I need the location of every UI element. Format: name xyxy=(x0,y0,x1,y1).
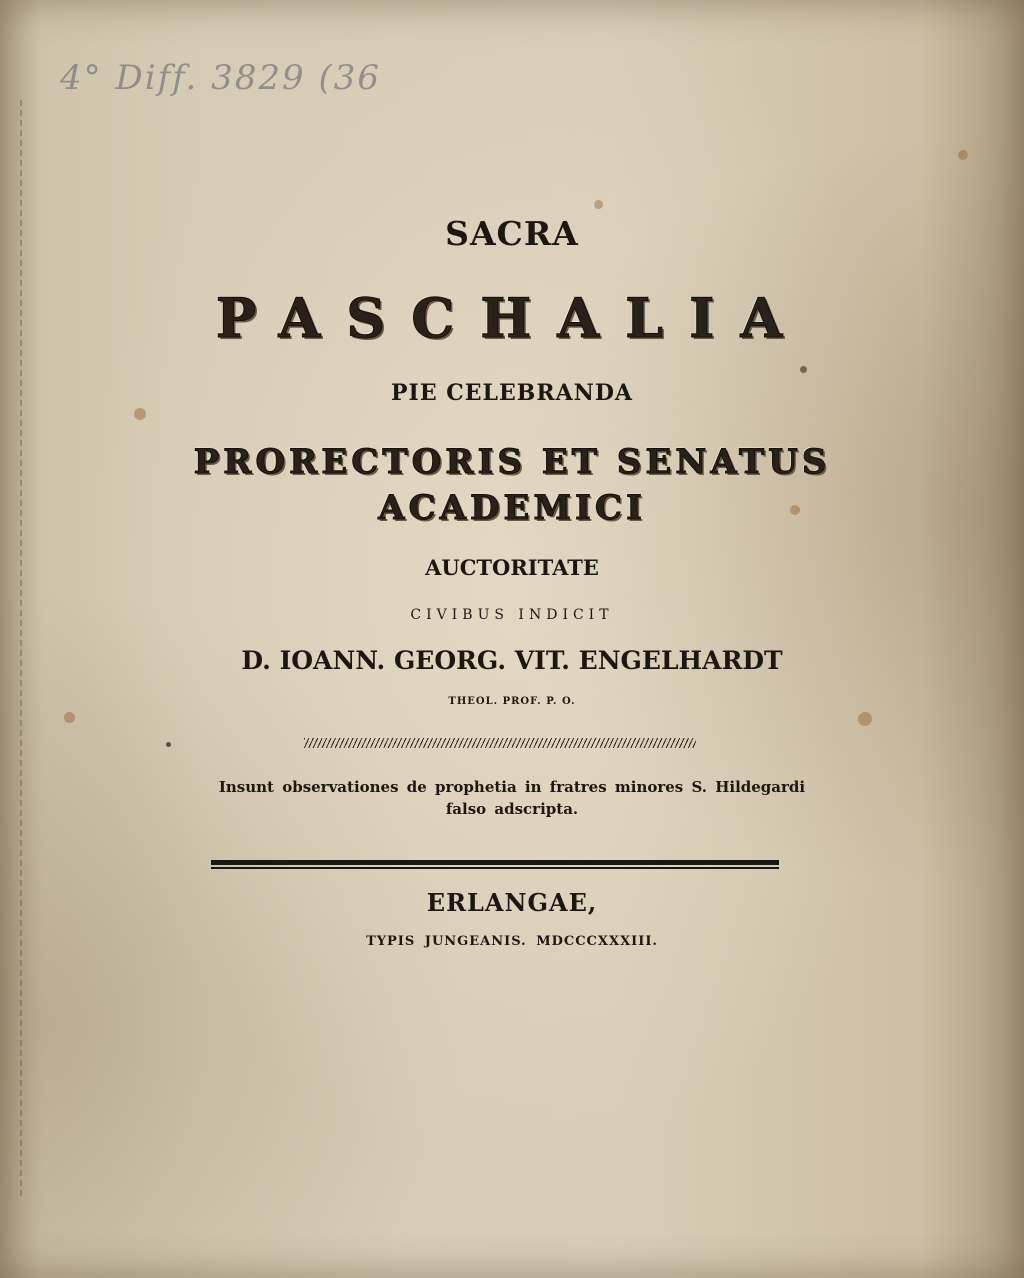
thin-rule xyxy=(211,867,779,869)
line-prorectoris: PRORECTORIS ET SENATUS xyxy=(193,442,831,482)
author-title: THEOL. PROF. P. O. xyxy=(448,696,576,707)
imprint-place: ERLANGAE, xyxy=(426,888,598,917)
insunt-line-2: falso adscripta. xyxy=(445,800,579,818)
title-sacra: SACRA xyxy=(445,214,579,253)
foxing-spot xyxy=(594,200,603,209)
foxing-spot xyxy=(958,150,968,160)
line-pie-celebranda: PIE CELEBRANDA xyxy=(391,380,633,406)
title-paschalia: PASCHALIA xyxy=(215,286,809,350)
foxing-spot xyxy=(64,712,75,723)
foxing-spot xyxy=(166,742,171,747)
ornamental-wavy-rule xyxy=(304,738,696,748)
foxing-spot xyxy=(800,366,807,373)
line-auctoritate: AUCTORITATE xyxy=(425,555,599,580)
line-civibus-indicit: CIVIBUS INDICIT xyxy=(410,607,614,623)
foxing-spot xyxy=(858,712,872,726)
insunt-line-1: Insunt observationes de prophetia in fratres minores S. Hildegardi xyxy=(218,778,806,796)
line-academici: ACADEMICI xyxy=(378,488,646,528)
foxing-spot xyxy=(134,408,146,420)
author-name: D. IOANN. GEORG. VIT. ENGELHARDT xyxy=(241,646,783,675)
thick-rule xyxy=(211,860,779,865)
imprint-line: TYPIS JUNGEANIS. MDCCCXXXIII. xyxy=(366,934,658,949)
shelfmark-annotation: 4° Diff. 3829 (36 xyxy=(60,58,382,98)
insunt-note xyxy=(0,776,1024,820)
